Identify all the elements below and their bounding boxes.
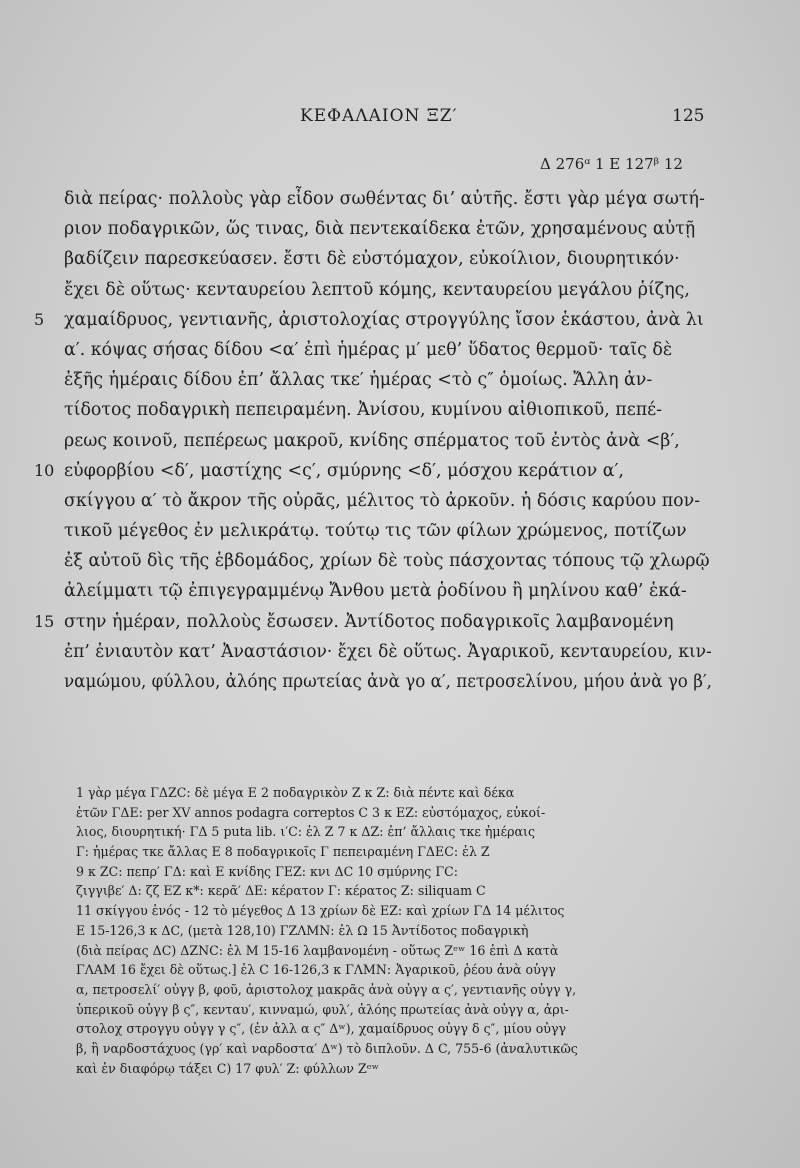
text-line bbox=[0, 335, 800, 365]
page-header bbox=[0, 102, 800, 132]
apparatus-text: E 15-126,3 κ ΔC, (μετὰ 128,10) ΓΖΛΜΝ: ἐλ Ω 15 Ἀντίδοτος ποδαγρικὴ bbox=[76, 922, 529, 938]
apparatus-line bbox=[0, 1000, 800, 1020]
line-text: ναμώμου, φύλλου, ἀλόης πρωτείας ἀνὰ γο α′, πετροσελίνου, μήου ἀνὰ γο β′, bbox=[64, 672, 712, 692]
text-line bbox=[0, 576, 800, 606]
apparatus-line bbox=[0, 822, 800, 842]
apparatus-text: Γ: ἡμέρας τκε ἄλλας E 8 ποδαγρικοῖς Γ πεπειραμένη ΓΔΕC: ἐλ Ζ bbox=[76, 844, 490, 860]
apparatus-line bbox=[0, 901, 800, 921]
apparatus-text: καὶ ἐν διαφόρῳ τάξει C) 17 φυλ′ Ζ: φύλλων Ζᵉʷ bbox=[76, 1060, 379, 1076]
text-line bbox=[0, 516, 800, 546]
apparatus-line bbox=[0, 1039, 800, 1059]
apparatus-text: ὑπερικοῦ οὐγγ β ς″, κενταυ′, κινναμώ, φυλ′, ἀλόης πρωτείας ἀνὰ οὐγγ α, ἀρι- bbox=[76, 1001, 569, 1017]
apparatus-text: λιος, διουρητική· ΓΔ 5 puta lib. ι′C: ἐλ Ζ 7 κ ΔΖ: ἐπ’ ἄλλαις τκε ἡμέραις bbox=[76, 824, 536, 840]
line-text: ἐπ’ ἐνιαυτὸν κατ’ Ἀναστάσιον· ἔχει δὲ οὕτως. Ἀγαρικοῦ, κενταυρείου, κιν- bbox=[64, 641, 712, 662]
line-text: βαδίζειν παρεσκεύασεν. ἔστι δὲ εὐστόμαχον, εὐκοίλιον, διουρητικόν· bbox=[64, 249, 680, 270]
line-number: 10 bbox=[34, 460, 55, 480]
line-text: ριον ποδαγρικῶν, ὥς τινας, διὰ πεντεκαίδεκα ἐτῶν, χρησαμένους αὐτῇ bbox=[64, 219, 696, 240]
manuscript-reference: Δ 276ᵅ 1 E 127ᵝ 12 bbox=[540, 155, 683, 173]
apparatus-text: 11 σκίγγου ἑνός - 12 τὸ μέγεθος Δ 13 χρίων δὲ ΕΖ: καὶ χρίων ΓΔ 14 μέλιτος bbox=[76, 903, 565, 919]
text-line bbox=[0, 486, 800, 516]
apparatus-line bbox=[0, 881, 800, 901]
apparatus-text: (διὰ πείρας ΔC) ΔΖΝC: ἐλ Μ 15-16 λαμβανομένη - οὕτως Ζᵉʷ 16 ἐπὶ Δ κατὰ bbox=[76, 942, 559, 958]
apparatus-line bbox=[0, 783, 800, 803]
text-line bbox=[0, 365, 800, 395]
line-number: 15 bbox=[34, 611, 55, 631]
text-line bbox=[0, 607, 800, 637]
line-text: ἀλείμματι τῷ ἐπιγεγραμμένῳ Ἄνθου μετὰ ῥοδίνου ἢ μηλίνου καθ’ ἑκά- bbox=[64, 581, 687, 602]
apparatus-line bbox=[0, 921, 800, 941]
text-line bbox=[0, 214, 800, 244]
line-text: διὰ πείρας· πολλοὺς γὰρ εἶδον σωθέντας δι’ αὐτῆς. ἔστι γὰρ μέγα σωτή- bbox=[64, 189, 705, 209]
apparatus-line bbox=[0, 842, 800, 862]
text-line bbox=[0, 395, 800, 425]
apparatus-text: α, πετροσελί′ οὐγγ β, φοῦ, ἀριστολοχ μακρᾶς ἀνὰ οὐγγ α ς′, γεντιανῆς οὐγγ γ, bbox=[76, 981, 577, 997]
line-text: α′. κόψας σήσας δίδου <α′ ἐπὶ ἡμέρας μ′ μεθ’ ὕδατος θερμοῦ· ταῖς δὲ bbox=[64, 339, 673, 360]
text-line bbox=[0, 305, 800, 335]
text-line bbox=[0, 667, 800, 697]
line-number: 5 bbox=[34, 309, 45, 329]
main-text bbox=[0, 184, 800, 697]
apparatus-text: ζιγγιβε′ Δ: ζζ ΕΖ κ*: κερᾶ′ ΔΕ: κέρατον Γ: κέρατος Ζ: siliquam C bbox=[76, 883, 486, 899]
apparatus-line bbox=[0, 1059, 800, 1079]
apparatus-line bbox=[0, 862, 800, 882]
apparatus-line bbox=[0, 803, 800, 823]
apparatus-text: 1 γὰρ μέγα ΓΔΖC: δὲ μέγα E 2 ποδαγρικὸν Ζ κ Ζ: διὰ πέντε καὶ δέκα bbox=[76, 785, 515, 800]
line-text: χαμαίδρυος, γεντιανῆς, ἀριστολοχίας στρογγύλης ἴσον ἑκάστου, ἀνὰ λι bbox=[64, 309, 704, 330]
text-line bbox=[0, 426, 800, 456]
line-text: εὐφορβίου <δ′, μαστίχης <ς′, σμύρνης <δ′, μόσχου κεράτιον α′, bbox=[64, 460, 624, 481]
text-line bbox=[0, 546, 800, 576]
critical-apparatus bbox=[0, 783, 800, 1078]
apparatus-line bbox=[0, 941, 800, 961]
line-text: ἑξῆς ἡμέραις δίδου ἐπ’ ἄλλας τκε′ ἡμέρας <τὸ ς″ ὁμοίως. Ἄλλη ἀν- bbox=[64, 370, 653, 391]
text-line bbox=[0, 244, 800, 274]
line-text: ρεως κοινοῦ, πεπέρεως μακροῦ, κνίδης σπέρματος τοῦ ἐντὸς ἀνὰ <β′, bbox=[64, 430, 680, 451]
apparatus-line bbox=[0, 1019, 800, 1039]
line-text: σκίγγου α′ τὸ ἄκρον τῆς οὐρᾶς, μέλιτος τὸ ἀρκοῦν. ἡ δόσις καρύου πον- bbox=[64, 490, 701, 511]
apparatus-text: ΓΛΑΜ 16 ἔχει δὲ οὕτως.] ἐλ C 16-126,3 κ ΓΛΜΝ: Ἀγαρικοῦ, ῥέου ἀνὰ οὐγγ bbox=[76, 962, 556, 978]
text-line bbox=[0, 275, 800, 305]
line-text: ἐξ αὐτοῦ δὶς τῆς ἑβδομάδος, χρίων δὲ τοὺς πάσχοντας τόπους τῷ χλωρῷ bbox=[64, 551, 710, 572]
apparatus-text: β, ἢ ναρδοστάχυος (γρ′ καὶ ναρδοστα′ Δʷ) τὸ διπλοῦν. Δ C, 755-6 (ἀναλυτικῶς bbox=[76, 1040, 578, 1056]
apparatus-text: ἐτῶν ΓΔΕ: per XV annos podagra correptos C 3 κ ΕΖ: εὐστόμαχος, εὐκοί- bbox=[76, 804, 546, 820]
apparatus-line bbox=[0, 980, 800, 1000]
line-text: στην ἡμέραν, πολλοὺς ἔσωσεν. Ἀντίδοτος ποδαγρικοῖς λαμβανομένη bbox=[64, 611, 674, 632]
line-text: τίδοτος ποδαγρικὴ πεπειραμένη. Ἀνίσου, κυμίνου αἰθιοπικοῦ, πεπέ- bbox=[64, 400, 663, 421]
apparatus-line bbox=[0, 960, 800, 980]
text-line bbox=[0, 637, 800, 667]
running-head: ΚΕΦΑΛΑΙΟΝ ΞΖ′ bbox=[300, 106, 458, 126]
text-line bbox=[0, 184, 800, 214]
page-number: 125 bbox=[672, 106, 705, 126]
text-line bbox=[0, 456, 800, 486]
apparatus-text: 9 κ ΖC: πεπρ′ ΓΔ: καὶ E κνίδης ΓΕΖ: κνι ΔC 10 σμύρνης ΓC: bbox=[76, 863, 458, 879]
line-text: ἔχει δὲ οὕτως· κενταυρείου λεπτοῦ κόμης, κενταυρείου μεγάλου ῥίζης, bbox=[64, 279, 690, 300]
apparatus-text: στολοχ στρογγυ οὐγγ γ ς″, (ἐν ἀλλ α ς″ Δʷ), χαμαίδρυος οὐγγ δ ς″, μίου οὐγγ bbox=[76, 1021, 566, 1037]
line-text: τικοῦ μέγεθος ἐν μελικράτῳ. τούτῳ τις τῶν φίλων χρώμενος, ποτίζων bbox=[64, 521, 687, 542]
